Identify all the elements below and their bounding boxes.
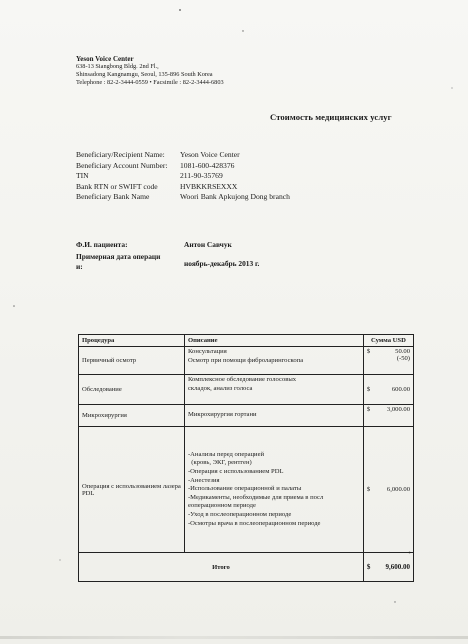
description-cell xyxy=(184,347,363,375)
company-contacts: Telephone : 82-2-3444-0559 • Facsimile : 82-2-3444-6803 xyxy=(76,79,224,86)
description-line: Консультация xyxy=(187,348,227,355)
patient-info xyxy=(76,240,259,272)
total-label: Итого xyxy=(79,553,364,582)
bank-value: Woori Bank Apkujong Dong branch xyxy=(180,192,290,202)
description-line: еоперационном периоде xyxy=(187,502,256,510)
bank-value: Yeson Voice Center xyxy=(180,150,240,159)
amount-value: 50.00 xyxy=(395,348,410,355)
table-row xyxy=(79,427,414,553)
header-procedure: Процедура xyxy=(79,335,185,347)
description-line: -Медикаменты, необходимые для приема в посл xyxy=(187,493,324,501)
bank-row xyxy=(76,192,290,203)
bank-value: 211-90-35769 xyxy=(180,171,223,181)
bank-label: Beneficiary Bank Name xyxy=(76,192,150,202)
description-line: -Анестезия xyxy=(187,476,220,484)
procedure-cell: Операция с использованием лазера PDL xyxy=(79,427,185,553)
amount-cell xyxy=(363,347,413,375)
bank-label: TIN xyxy=(76,171,89,181)
description-line: -Операция с использованием PDL xyxy=(187,468,284,476)
amount-line xyxy=(367,406,410,413)
description-line: Микрохирургия гортани xyxy=(187,411,257,419)
amount-cell xyxy=(363,427,413,553)
company-header xyxy=(76,55,224,87)
amount-line xyxy=(367,386,410,393)
company-address-line1: 638-13 Siangbong Bldg. 2nd Fl., xyxy=(76,63,159,70)
description-cell xyxy=(184,375,363,405)
total-row xyxy=(79,553,414,582)
currency-symbol: $ xyxy=(366,486,371,493)
bank-label: Beneficiary Account Number: xyxy=(76,160,168,170)
operation-date-label xyxy=(76,252,184,272)
bank-row xyxy=(76,150,290,161)
header-sum: Сумма USD xyxy=(363,335,413,347)
table-row xyxy=(79,405,414,427)
bank-label: Bank RTN or SWIFT code xyxy=(76,181,158,191)
procedure-cell: Микрохирургия xyxy=(79,405,185,427)
bank-label: Beneficiary/Recipient Name: xyxy=(76,150,165,159)
description-line: складок, анализ голоса xyxy=(187,384,253,392)
amount-note: (-50) xyxy=(396,355,410,362)
currency-symbol: $ xyxy=(366,563,371,571)
amount-value: 6,000.00 xyxy=(386,486,410,493)
amount-cell xyxy=(363,375,413,405)
cost-table xyxy=(78,334,414,582)
operation-date-row xyxy=(76,252,259,272)
operation-date-label-line2: и: xyxy=(76,262,83,271)
document-title: Стоимость медицинских услуг xyxy=(270,112,392,122)
description-line: -Использование операционной и палаты xyxy=(187,485,302,493)
bank-value: HVBKKRSEXXX xyxy=(180,181,238,191)
amount-cell xyxy=(363,405,413,427)
amount-value: 3,000.00 xyxy=(386,406,410,413)
bank-row xyxy=(76,182,290,193)
description-line: (кровь, ЭКГ, рентген) xyxy=(187,459,252,467)
bank-row xyxy=(76,171,290,182)
amount-line xyxy=(367,348,410,355)
amount-value: 600.00 xyxy=(391,386,410,393)
total-amount-line xyxy=(367,563,410,571)
table-header-row xyxy=(79,335,414,347)
procedure-cell: Первичный осмотр xyxy=(79,347,185,375)
operation-date-value: ноябрь-декабрь 2013 г. xyxy=(184,259,260,268)
description-line: -Анализы перед операцией xyxy=(187,450,265,458)
amount-line xyxy=(367,486,410,493)
table-row xyxy=(79,375,414,405)
description-line: Осмотр при помощи фиброларингоскопа xyxy=(187,356,304,364)
total-amount-cell xyxy=(363,553,413,582)
table-row xyxy=(79,347,414,375)
header-description: Описание xyxy=(184,335,363,347)
description-line: Комплексное обследование голосовых xyxy=(187,376,297,383)
description-cell xyxy=(184,405,363,427)
currency-symbol: $ xyxy=(366,386,371,393)
total-amount-value: 9,600.00 xyxy=(385,563,410,571)
description-line: -Уход в послеоперационном периоде xyxy=(187,510,292,518)
procedure-cell: Обследование xyxy=(79,375,185,405)
patient-name-label: Ф.И. пациента: xyxy=(76,240,128,249)
company-name: Yeson Voice Center xyxy=(76,55,134,63)
paper-fold-line xyxy=(0,636,468,639)
patient-name-value: Антон Савчук xyxy=(184,240,232,249)
currency-symbol: $ xyxy=(366,406,371,413)
company-address-line2: Shinsadong Kangnamgu, Seoul, 135-896 South Korea xyxy=(76,71,213,78)
operation-date-label-line1: Примерная дата операци xyxy=(76,252,161,261)
currency-symbol: $ xyxy=(366,348,371,355)
bank-row xyxy=(76,161,290,172)
bank-value: 1081-600-428376 xyxy=(180,160,235,170)
patient-name-row xyxy=(76,240,259,252)
description-line: -Осмотры врача в послеоперационном периоде xyxy=(187,519,321,527)
total-mark: * xyxy=(408,552,411,557)
description-cell xyxy=(184,427,363,553)
bank-details xyxy=(76,150,290,203)
